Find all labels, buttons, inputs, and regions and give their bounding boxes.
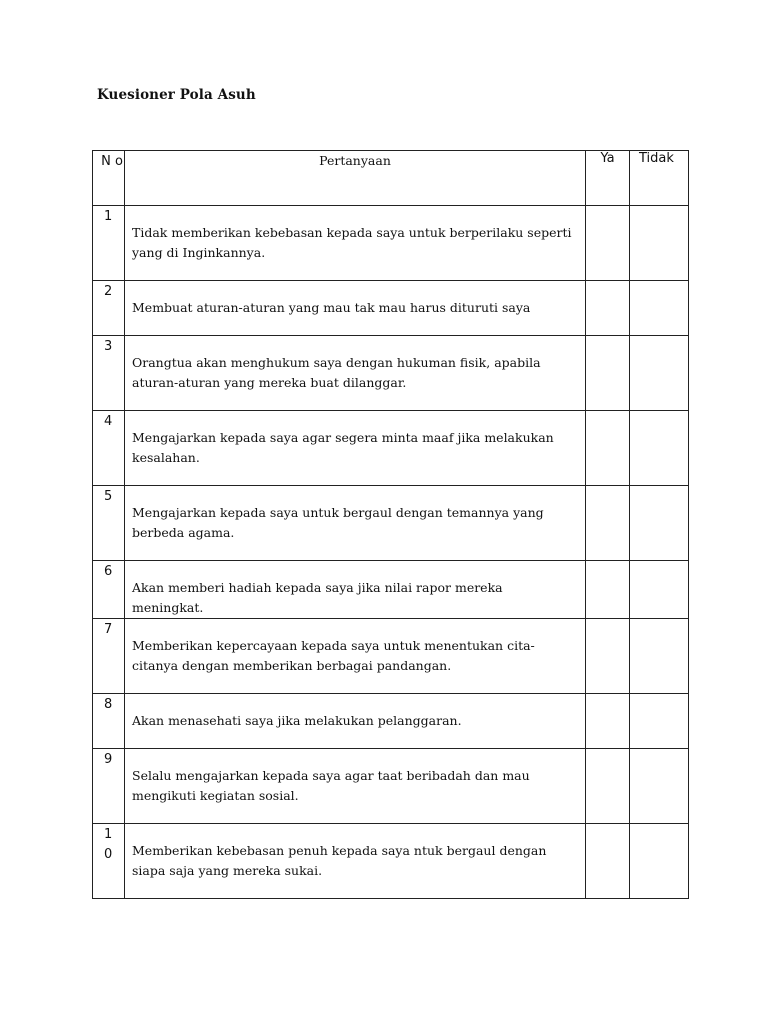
question-text: Akan menasehati saya jika melakukan pelanggaran. — [125, 694, 586, 749]
table-row — [93, 486, 689, 561]
question-text: Mengajarkan kepada saya agar segera minta maaf jika melakukan kesalahan. — [125, 411, 586, 486]
row-number: 5 — [93, 486, 125, 561]
answer-yes-cell[interactable] — [586, 206, 630, 281]
answer-yes-cell[interactable] — [586, 694, 630, 749]
answer-yes-cell[interactable] — [586, 824, 630, 899]
answer-no-cell[interactable] — [630, 824, 689, 899]
question-text: Mengajarkan kepada saya untuk bergaul dengan temannya yang berbeda agama. — [125, 486, 586, 561]
table-row — [93, 619, 689, 694]
table-header-row — [93, 151, 689, 206]
header-no-answer: Tidak — [630, 151, 689, 206]
row-number: 3 — [93, 336, 125, 411]
row-number: 1 — [93, 206, 125, 281]
answer-no-cell[interactable] — [630, 486, 689, 561]
row-number: 1 0 — [93, 824, 125, 899]
answer-no-cell[interactable] — [630, 749, 689, 824]
answer-yes-cell[interactable] — [586, 281, 630, 336]
row-number: 6 — [93, 561, 125, 619]
question-text: Tidak memberikan kebebasan kepada saya untuk berperilaku seperti yang di Inginkannya. — [125, 206, 586, 281]
table-row — [93, 749, 689, 824]
table-row — [93, 336, 689, 411]
answer-yes-cell[interactable] — [586, 749, 630, 824]
table-row — [93, 824, 689, 899]
row-number: 2 — [93, 281, 125, 336]
row-number: 9 — [93, 749, 125, 824]
answer-no-cell[interactable] — [630, 561, 689, 619]
answer-no-cell[interactable] — [630, 336, 689, 411]
answer-yes-cell[interactable] — [586, 486, 630, 561]
table-row — [93, 694, 689, 749]
question-text: Memberikan kebebasan penuh kepada saya ntuk bergaul dengan siapa saja yang mereka sukai. — [125, 824, 586, 899]
question-text: Membuat aturan-aturan yang mau tak mau harus dituruti saya — [125, 281, 586, 336]
question-text: Memberikan kepercayaan kepada saya untuk menentukan cita-citanya dengan memberikan berbagai pandangan. — [125, 619, 586, 694]
header-yes: Ya — [586, 151, 630, 206]
header-question: Pertanyaan — [125, 151, 586, 206]
answer-yes-cell[interactable] — [586, 561, 630, 619]
answer-no-cell[interactable] — [630, 411, 689, 486]
question-text: Akan memberi hadiah kepada saya jika nilai rapor mereka meningkat. — [125, 561, 586, 619]
answer-no-cell[interactable] — [630, 694, 689, 749]
table-row — [93, 561, 689, 619]
document-title: Kuesioner Pola Asuh — [97, 87, 256, 103]
table-row — [93, 281, 689, 336]
table-row — [93, 411, 689, 486]
table-row — [93, 206, 689, 281]
row-number: 4 — [93, 411, 125, 486]
row-number: 7 — [93, 619, 125, 694]
answer-yes-cell[interactable] — [586, 619, 630, 694]
row-number: 8 — [93, 694, 125, 749]
header-no: N o — [93, 151, 125, 206]
answer-no-cell[interactable] — [630, 619, 689, 694]
answer-yes-cell[interactable] — [586, 336, 630, 411]
question-text: Selalu mengajarkan kepada saya agar taat beribadah dan mau mengikuti kegiatan sosial. — [125, 749, 586, 824]
answer-no-cell[interactable] — [630, 206, 689, 281]
answer-yes-cell[interactable] — [586, 411, 630, 486]
questionnaire-table — [92, 150, 689, 899]
question-text: Orangtua akan menghukum saya dengan hukuman fisik, apabila aturan-aturan yang mereka buat dilanggar. — [125, 336, 586, 411]
answer-no-cell[interactable] — [630, 281, 689, 336]
